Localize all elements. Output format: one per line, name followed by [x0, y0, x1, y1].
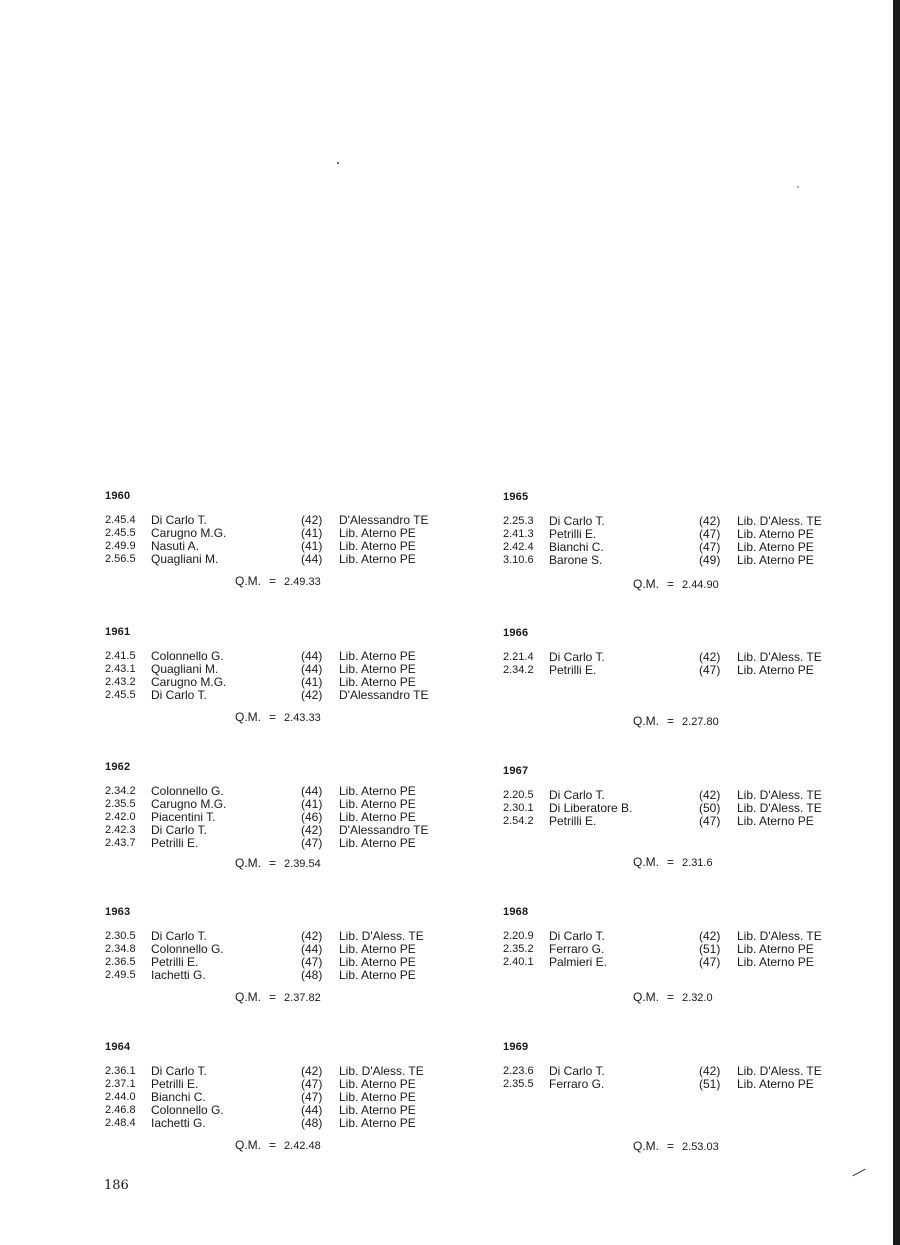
club-name: Lib. Aterno PE: [737, 540, 814, 554]
result-list: [105, 1065, 465, 1130]
average-label: Q.M.: [633, 714, 659, 728]
birth-year: (41): [301, 797, 323, 811]
result-row: [105, 689, 465, 702]
birth-year: (42): [699, 788, 721, 802]
club-name: Lib. Aterno PE: [339, 836, 416, 850]
year-block-1967: [503, 765, 863, 871]
result-time: 2.34.2: [105, 785, 136, 797]
result-time: 2.43.7: [105, 837, 136, 849]
result-list: [503, 515, 863, 567]
birth-year: (46): [301, 810, 323, 824]
club-name: Lib. Aterno PE: [737, 814, 814, 828]
birth-year: (44): [301, 942, 323, 956]
birth-year: (42): [301, 929, 323, 943]
result-time: 2.43.2: [105, 676, 136, 688]
average-value: 2.42.48: [284, 1140, 321, 1152]
birth-year: (50): [699, 801, 721, 815]
average-label: Q.M.: [633, 855, 659, 869]
average-line: [633, 855, 713, 869]
result-time: 2.54.2: [503, 815, 534, 827]
athlete-name: Palmieri E.: [549, 955, 608, 969]
result-time: 2.45.4: [105, 514, 136, 526]
average-line: [633, 577, 719, 591]
result-row: [503, 664, 863, 677]
club-name: Lib. Aterno PE: [737, 663, 814, 677]
average-value: 2.44.90: [682, 579, 719, 591]
athlete-name: Carugno M.G.: [151, 675, 227, 689]
athlete-name: Barone S.: [549, 553, 603, 567]
result-time: 2.35.5: [105, 798, 136, 810]
club-name: Lib. D'Aless. TE: [339, 929, 424, 943]
birth-year: (41): [301, 675, 323, 689]
result-list: [503, 1065, 863, 1091]
birth-year: (47): [699, 540, 721, 554]
birth-year: (41): [301, 539, 323, 553]
club-name: Lib. Aterno PE: [339, 675, 416, 689]
equals-sign: =: [667, 1139, 675, 1153]
birth-year: (44): [301, 552, 323, 566]
result-time: 2.45.5: [105, 689, 136, 701]
athlete-name: Quagliani M.: [151, 662, 219, 676]
birth-year: (49): [699, 553, 721, 567]
athlete-name: Di Carlo T.: [549, 788, 605, 802]
athlete-name: Colonnello G.: [151, 784, 224, 798]
result-list: [105, 785, 465, 850]
club-name: Lib. Aterno PE: [339, 552, 416, 566]
result-time: 2.36.5: [105, 956, 136, 968]
result-list: [105, 930, 465, 982]
club-name: Lib. Aterno PE: [737, 942, 814, 956]
result-time: 2.56.5: [105, 553, 136, 565]
equals-sign: =: [667, 577, 675, 591]
result-time: 2.37.1: [105, 1078, 136, 1090]
year-heading: 1964: [105, 1041, 131, 1053]
result-list: [105, 514, 465, 566]
average-line: [235, 1138, 321, 1152]
club-name: Lib. D'Aless. TE: [737, 1064, 822, 1078]
result-time: 2.30.5: [105, 930, 136, 942]
athlete-name: Petrilli E.: [549, 663, 597, 677]
athlete-name: Di Carlo T.: [549, 1064, 605, 1078]
birth-year: (42): [699, 514, 721, 528]
birth-year: (44): [301, 1103, 323, 1117]
result-time: 2.30.1: [503, 802, 534, 814]
year-heading: 1969: [503, 1041, 529, 1053]
birth-year: (47): [301, 955, 323, 969]
athlete-name: Di Carlo T.: [151, 688, 207, 702]
average-value: 2.32.0: [682, 992, 713, 1004]
average-line: [235, 856, 321, 870]
result-time: 2.21.4: [503, 651, 534, 663]
result-time: 2.35.2: [503, 943, 534, 955]
result-time: 3.10.6: [503, 554, 534, 566]
result-time: 2.44.0: [105, 1091, 136, 1103]
birth-year: (41): [301, 526, 323, 540]
page-number: 186: [104, 1178, 129, 1193]
average-line: [235, 990, 321, 1004]
average-line: [633, 1139, 719, 1153]
athlete-name: Di Carlo T.: [151, 823, 207, 837]
club-name: Lib. Aterno PE: [339, 649, 416, 663]
average-value: 2.37.82: [284, 992, 321, 1004]
birth-year: (44): [301, 784, 323, 798]
average-value: 2.43.33: [284, 712, 321, 724]
birth-year: (42): [699, 929, 721, 943]
birth-year: (42): [699, 650, 721, 664]
year-block-1963: [105, 906, 465, 1006]
result-row: [105, 837, 465, 850]
athlete-name: Bianchi C.: [549, 540, 604, 554]
club-name: Lib. Aterno PE: [339, 1103, 416, 1117]
year-block-1969: [503, 1041, 863, 1155]
average-label: Q.M.: [235, 1138, 261, 1152]
birth-year: (48): [301, 1116, 323, 1130]
athlete-name: Di Liberatore B.: [549, 801, 633, 815]
athlete-name: Petrilli E.: [151, 1077, 199, 1091]
club-name: Lib. D'Aless. TE: [737, 514, 822, 528]
club-name: Lib. Aterno PE: [737, 553, 814, 567]
result-list: [503, 930, 863, 969]
athlete-name: Nasuti A.: [151, 539, 200, 553]
result-time: 2.20.5: [503, 789, 534, 801]
club-name: Lib. Aterno PE: [737, 527, 814, 541]
birth-year: (47): [699, 955, 721, 969]
birth-year: (47): [699, 814, 721, 828]
birth-year: (44): [301, 649, 323, 663]
club-name: Lib. Aterno PE: [339, 539, 416, 553]
result-row: [105, 969, 465, 982]
equals-sign: =: [667, 990, 675, 1004]
average-value: 2.39.54: [284, 858, 321, 870]
birth-year: (42): [301, 513, 323, 527]
average-label: Q.M.: [633, 577, 659, 591]
result-time: 2.48.4: [105, 1117, 136, 1129]
equals-sign: =: [667, 855, 675, 869]
athlete-name: Iachetti G.: [151, 968, 206, 982]
average-label: Q.M.: [235, 990, 261, 1004]
birth-year: (42): [301, 688, 323, 702]
scan-speck: [797, 186, 799, 188]
athlete-name: Carugno M.G.: [151, 526, 227, 540]
athlete-name: Di Carlo T.: [151, 513, 207, 527]
scan-edge-shadow: [893, 0, 900, 1245]
club-name: D'Alessandro TE: [339, 823, 429, 837]
club-name: Lib. Aterno PE: [339, 1116, 416, 1130]
athlete-name: Colonnello G.: [151, 1103, 224, 1117]
club-name: D'Alessandro TE: [339, 688, 429, 702]
year-block-1961: [105, 626, 465, 726]
average-line: [633, 714, 719, 728]
average-line: [235, 710, 321, 724]
year-heading: 1961: [105, 626, 131, 638]
result-time: 2.34.8: [105, 943, 136, 955]
result-row: [503, 1078, 863, 1091]
average-label: Q.M.: [235, 574, 261, 588]
birth-year: (51): [699, 942, 721, 956]
club-name: Lib. Aterno PE: [339, 810, 416, 824]
average-value: 2.27.80: [682, 716, 719, 728]
birth-year: (47): [301, 1090, 323, 1104]
athlete-name: Iachetti G.: [151, 1116, 206, 1130]
birth-year: (48): [301, 968, 323, 982]
result-list: [503, 789, 863, 828]
average-value: 2.49.33: [284, 576, 321, 588]
year-heading: 1965: [503, 491, 529, 503]
athlete-name: Quagliani M.: [151, 552, 219, 566]
club-name: Lib. Aterno PE: [737, 955, 814, 969]
year-block-1966: [503, 627, 863, 730]
club-name: Lib. D'Aless. TE: [737, 929, 822, 943]
athlete-name: Petrilli E.: [549, 814, 597, 828]
club-name: Lib. Aterno PE: [339, 784, 416, 798]
result-time: 2.20.9: [503, 930, 534, 942]
year-block-1968: [503, 906, 863, 1006]
club-name: Lib. Aterno PE: [737, 1077, 814, 1091]
result-time: 2.25.3: [503, 515, 534, 527]
club-name: Lib. D'Aless. TE: [339, 1064, 424, 1078]
average-line: [235, 574, 321, 588]
athlete-name: Di Carlo T.: [151, 1064, 207, 1078]
average-label: Q.M.: [633, 1139, 659, 1153]
result-time: 2.46.8: [105, 1104, 136, 1116]
athlete-name: Petrilli E.: [151, 836, 199, 850]
equals-sign: =: [269, 990, 277, 1004]
scan-speck: [337, 162, 339, 164]
result-row: [503, 554, 863, 567]
average-value: 2.53.03: [682, 1141, 719, 1153]
birth-year: (42): [301, 1064, 323, 1078]
equals-sign: =: [269, 1138, 277, 1152]
club-name: Lib. Aterno PE: [339, 797, 416, 811]
birth-year: (47): [301, 1077, 323, 1091]
athlete-name: Colonnello G.: [151, 649, 224, 663]
average-label: Q.M.: [235, 856, 261, 870]
result-time: 2.41.5: [105, 650, 136, 662]
athlete-name: Di Carlo T.: [549, 929, 605, 943]
average-value: 2.31.6: [682, 857, 713, 869]
birth-year: (47): [699, 527, 721, 541]
result-time: 2.42.0: [105, 811, 136, 823]
result-time: 2.49.5: [105, 969, 136, 981]
year-heading: 1962: [105, 761, 131, 773]
club-name: Lib. Aterno PE: [339, 968, 416, 982]
athlete-name: Di Carlo T.: [549, 650, 605, 664]
equals-sign: =: [269, 574, 277, 588]
club-name: Lib. D'Aless. TE: [737, 801, 822, 815]
result-list: [503, 651, 863, 677]
athlete-name: Ferraro G.: [549, 1077, 605, 1091]
athlete-name: Bianchi C.: [151, 1090, 206, 1104]
year-heading: 1966: [503, 627, 529, 639]
athlete-name: Di Carlo T.: [549, 514, 605, 528]
club-name: Lib. Aterno PE: [339, 1090, 416, 1104]
club-name: Lib. Aterno PE: [339, 955, 416, 969]
result-row: [503, 956, 863, 969]
club-name: D'Alessandro TE: [339, 513, 429, 527]
birth-year: (44): [301, 662, 323, 676]
club-name: Lib. Aterno PE: [339, 942, 416, 956]
result-time: 2.35.5: [503, 1078, 534, 1090]
result-time: 2.42.3: [105, 824, 136, 836]
athlete-name: Petrilli E.: [549, 527, 597, 541]
athlete-name: Colonnello G.: [151, 942, 224, 956]
birth-year: (42): [699, 1064, 721, 1078]
year-heading: 1967: [503, 765, 529, 777]
result-time: 2.41.3: [503, 528, 534, 540]
result-time: 2.23.6: [503, 1065, 534, 1077]
result-time: 2.42.4: [503, 541, 534, 553]
year-block-1962: [105, 761, 465, 872]
athlete-name: Petrilli E.: [151, 955, 199, 969]
birth-year: (47): [301, 836, 323, 850]
year-heading: 1968: [503, 906, 529, 918]
average-line: [633, 990, 713, 1004]
year-heading: 1960: [105, 490, 131, 502]
result-row: [105, 1117, 465, 1130]
athlete-name: Di Carlo T.: [151, 929, 207, 943]
result-list: [105, 650, 465, 702]
athlete-name: Piacentini T.: [151, 810, 216, 824]
result-row: [503, 815, 863, 828]
result-time: 2.34.2: [503, 664, 534, 676]
average-label: Q.M.: [235, 710, 261, 724]
athlete-name: Carugno M.G.: [151, 797, 227, 811]
result-time: 2.36.1: [105, 1065, 136, 1077]
club-name: Lib. Aterno PE: [339, 1077, 416, 1091]
year-heading: 1963: [105, 906, 131, 918]
athlete-name: Ferraro G.: [549, 942, 605, 956]
result-time: 2.49.9: [105, 540, 136, 552]
year-block-1964: [105, 1041, 465, 1154]
result-time: 2.45.5: [105, 527, 136, 539]
club-name: Lib. D'Aless. TE: [737, 788, 822, 802]
average-label: Q.M.: [633, 990, 659, 1004]
result-time: 2.40.1: [503, 956, 534, 968]
year-block-1965: [503, 491, 863, 593]
birth-year: (51): [699, 1077, 721, 1091]
pen-mark: [853, 1169, 866, 1176]
result-time: 2.43.1: [105, 663, 136, 675]
equals-sign: =: [667, 714, 675, 728]
club-name: Lib. Aterno PE: [339, 526, 416, 540]
result-row: [105, 553, 465, 566]
year-block-1960: [105, 490, 465, 590]
birth-year: (42): [301, 823, 323, 837]
club-name: Lib. Aterno PE: [339, 662, 416, 676]
equals-sign: =: [269, 710, 277, 724]
club-name: Lib. D'Aless. TE: [737, 650, 822, 664]
birth-year: (47): [699, 663, 721, 677]
equals-sign: =: [269, 856, 277, 870]
